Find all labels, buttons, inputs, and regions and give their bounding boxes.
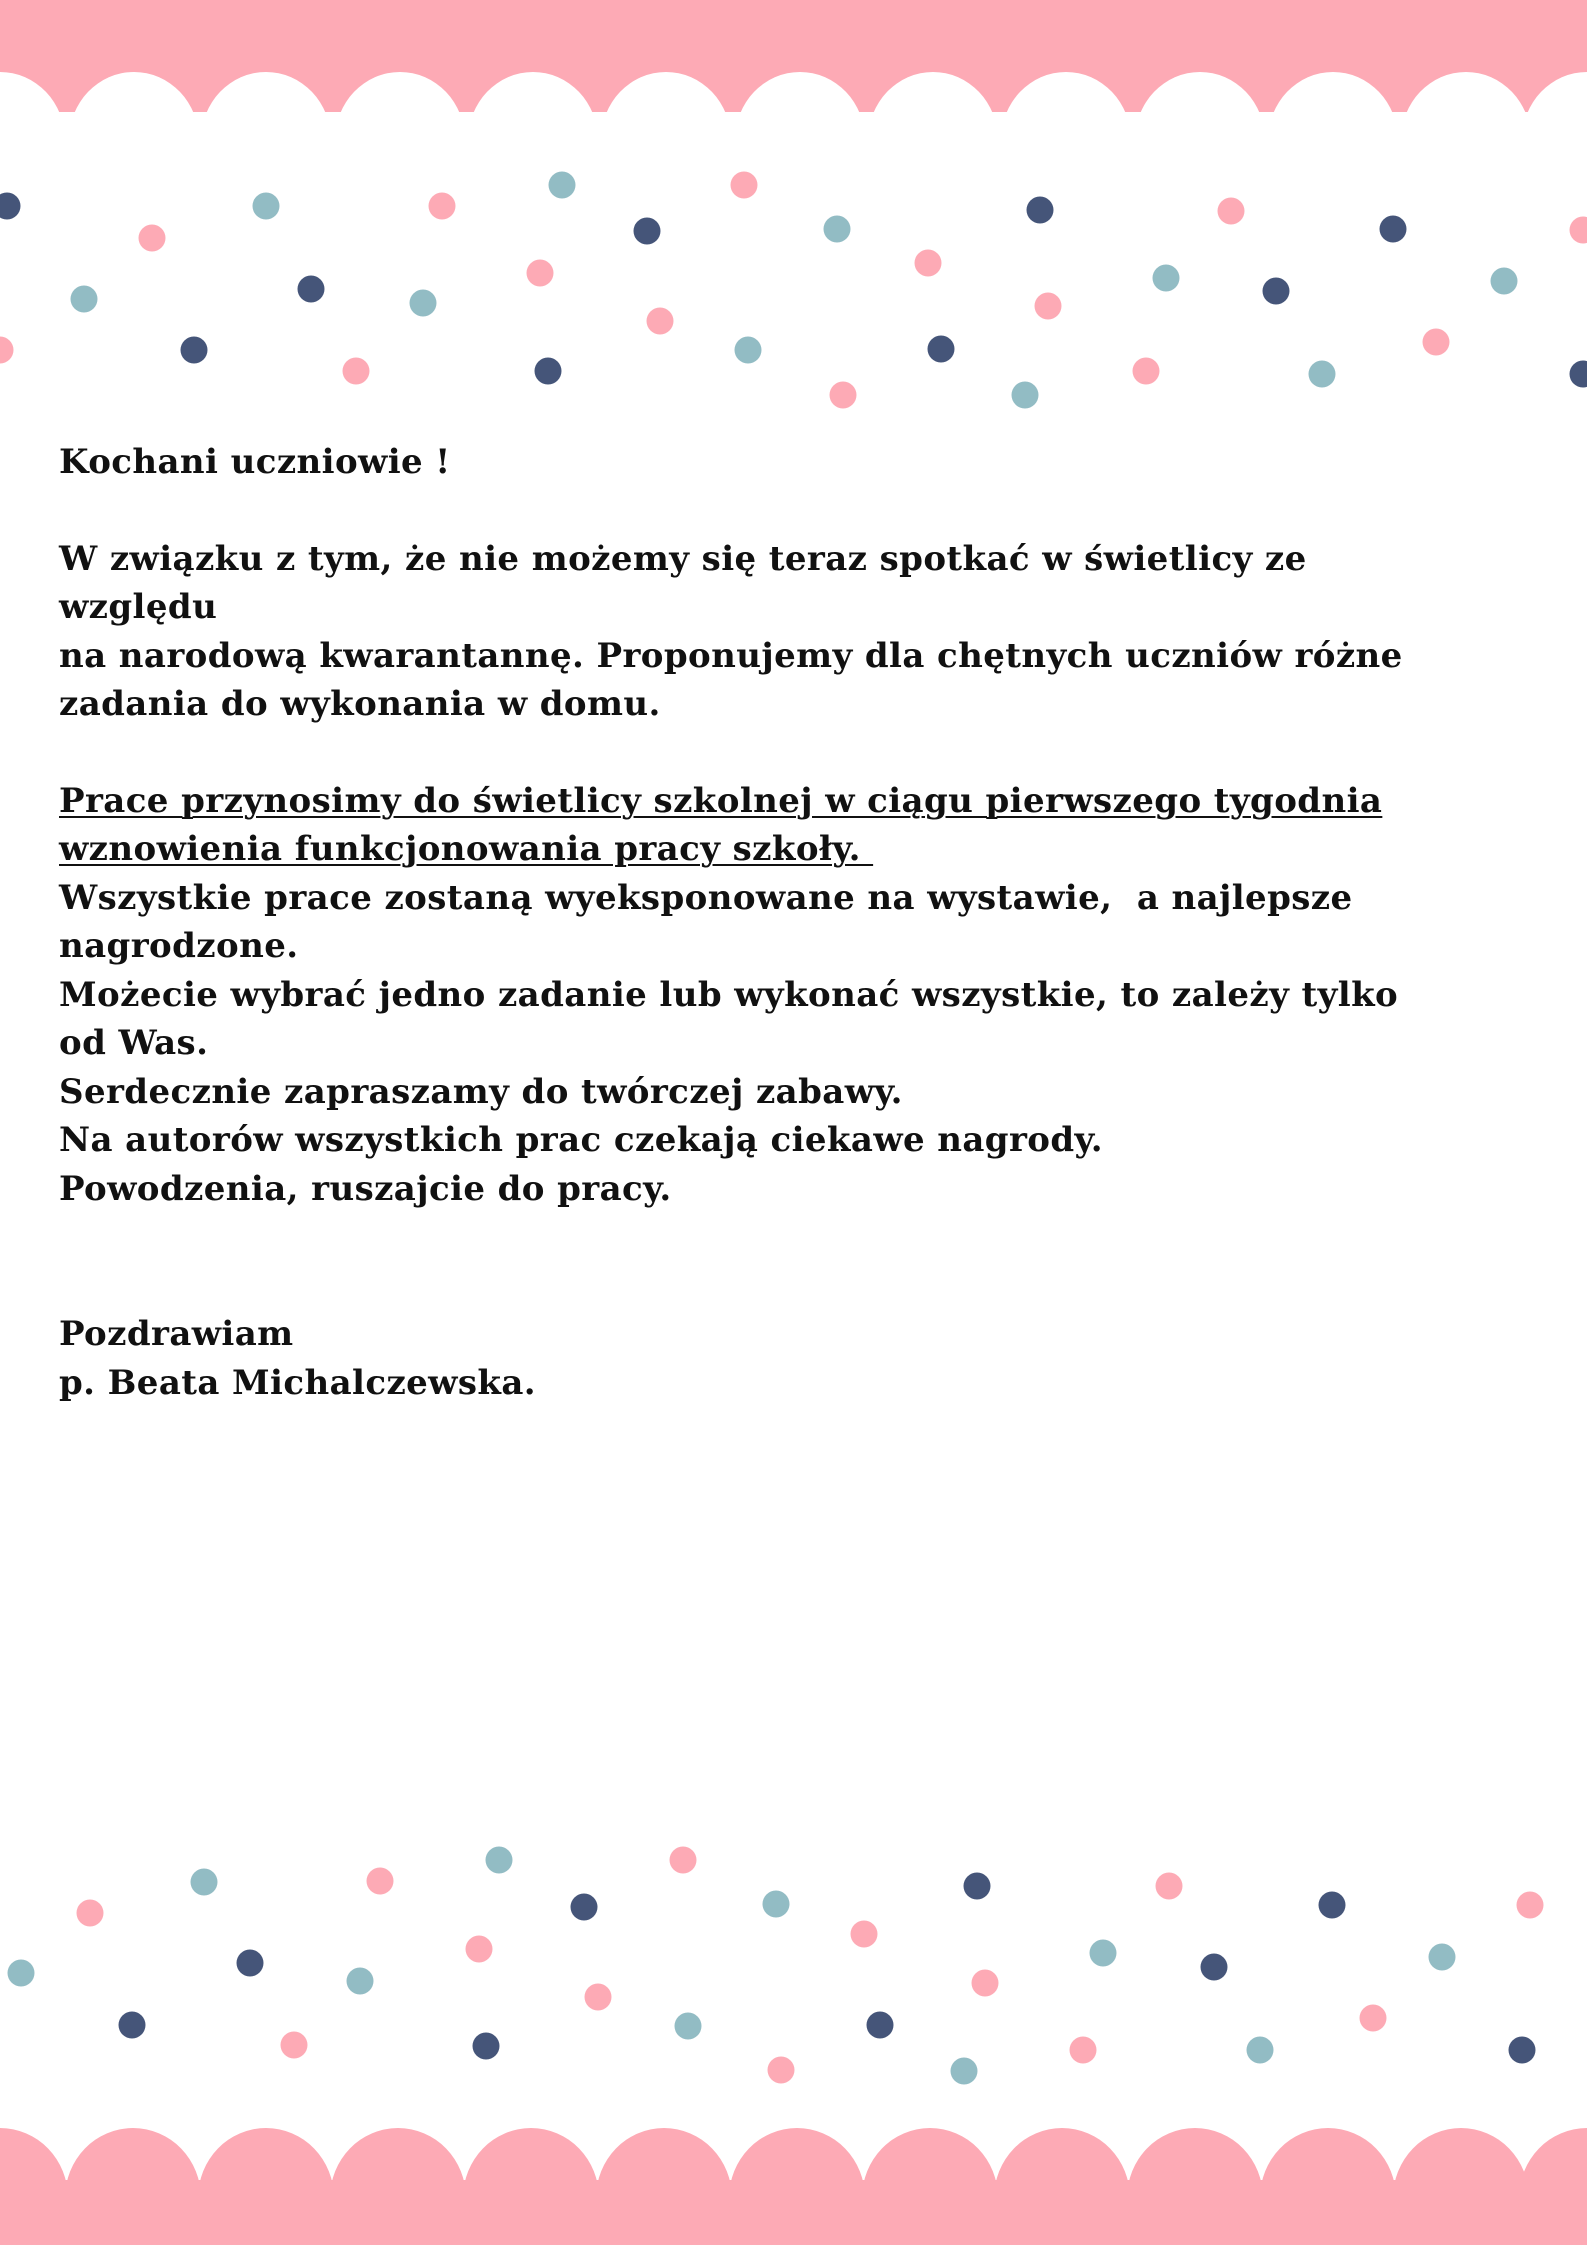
- intro-line: zadania do wykonania w domu.: [59, 684, 661, 724]
- polka-dot: [830, 382, 857, 409]
- polka-dot: [191, 1869, 218, 1896]
- body-line: nagrodzone.: [59, 926, 299, 966]
- body-line: Serdecznie zapraszamy do twórczej zabawy.: [59, 1071, 903, 1112]
- deadline-line: wznowienia funkcjonowania pracy szkoły.: [59, 829, 874, 869]
- polka-dot: [549, 172, 576, 199]
- polka-dot: [1517, 1892, 1544, 1919]
- polka-dot: [343, 358, 370, 385]
- polka-dot: [237, 1950, 264, 1977]
- polka-dot: [527, 260, 554, 287]
- polka-dot: [298, 276, 325, 303]
- scallop-bump: [330, 2128, 466, 2245]
- polka-dot: [1218, 198, 1245, 225]
- scallop-bump: [729, 2128, 865, 2245]
- polka-dot: [951, 2058, 978, 2085]
- scallop-bump: [1260, 2128, 1396, 2245]
- polka-dot: [77, 1900, 104, 1927]
- deadline-line: Prace przynosimy do świetlicy szkolnej w ciągu pierwszego tygodnia: [59, 780, 1383, 821]
- polka-dot: [1263, 278, 1290, 305]
- polka-dot: [119, 2012, 146, 2039]
- polka-dot: [964, 1873, 991, 1900]
- polka-dot: [281, 2032, 308, 2059]
- scallop-bump: [994, 2128, 1130, 2245]
- polka-dot: [670, 1847, 697, 1874]
- polka-dot: [535, 358, 562, 385]
- scallop-bump: [463, 2128, 599, 2245]
- greeting: Kochani uczniowie !: [59, 442, 451, 482]
- scallop-bump: [596, 2128, 732, 2245]
- polka-dot: [347, 1968, 374, 1995]
- polka-dot: [634, 218, 661, 245]
- scallop-bump: [65, 2128, 201, 2245]
- polka-dot: [824, 216, 851, 243]
- polka-dot: [763, 1891, 790, 1918]
- polka-dot: [1070, 2037, 1097, 2064]
- closing: Pozdrawiam: [59, 1314, 294, 1354]
- polka-dot: [1423, 329, 1450, 356]
- polka-dot: [1201, 1954, 1228, 1981]
- polka-dot: [429, 193, 456, 220]
- polka-dot: [647, 308, 674, 335]
- polka-dot: [1090, 1940, 1117, 1967]
- polka-dot: [410, 290, 437, 317]
- polka-dot: [1309, 361, 1336, 388]
- polka-dot: [1570, 217, 1587, 244]
- polka-dot: [486, 1847, 513, 1874]
- polka-dot: [851, 1921, 878, 1948]
- polka-dot: [972, 1970, 999, 1997]
- body-line: Wszystkie prace zostaną wyeksponowane na wystawie, a najlepsze: [59, 877, 1353, 918]
- intro-line: na narodową kwarantannę. Proponujemy dla chętnych uczniów różne: [59, 635, 1403, 676]
- body-line: od Was.: [59, 1023, 209, 1063]
- polka-dot: [768, 2057, 795, 2084]
- body-line: Na autorów wszystkich prac czekają ciekawe nagrody.: [59, 1120, 1104, 1160]
- polka-dot: [1429, 1944, 1456, 1971]
- scallop-bump: [0, 2128, 68, 2245]
- polka-dot: [675, 2013, 702, 2040]
- letter-body: [59, 438, 1459, 1407]
- polka-dot: [71, 286, 98, 313]
- scallop-bump: [862, 2128, 998, 2245]
- polka-dot: [1570, 361, 1587, 388]
- polka-dot: [8, 1960, 35, 1987]
- polka-dot: [1380, 216, 1407, 243]
- signature: p. Beata Michalczewska.: [59, 1362, 537, 1403]
- intro-line: W związku z tym, że nie możemy się teraz spotkać w świetlicy ze względu: [59, 538, 1307, 627]
- polka-dot: [473, 2033, 500, 2060]
- polka-dot: [1247, 2037, 1274, 2064]
- bottom-scalloped-border: [0, 2125, 1587, 2245]
- polka-dot: [1509, 2037, 1536, 2064]
- bottom-polka-dots: [0, 1840, 1587, 2085]
- polka-dot: [1133, 358, 1160, 385]
- polka-dot: [928, 336, 955, 363]
- body-line: Powodzenia, ruszajcie do pracy.: [59, 1168, 672, 1209]
- polka-dot: [466, 1936, 493, 1963]
- top-polka-dots: [0, 165, 1587, 425]
- scallop-bump: [1393, 2128, 1529, 2245]
- polka-dot: [1360, 2005, 1387, 2032]
- polka-dot: [1491, 268, 1518, 295]
- polka-dot: [1153, 265, 1180, 292]
- polka-dot: [0, 193, 21, 220]
- polka-dot: [571, 1894, 598, 1921]
- body-line: Możecie wybrać jedno zadanie lub wykonać wszystkie, to zależy tylko: [59, 974, 1399, 1015]
- polka-dot: [867, 2012, 894, 2039]
- top-scalloped-border: [0, 0, 1587, 115]
- scallop-bump: [1519, 2128, 1587, 2245]
- polka-dot: [1035, 293, 1062, 320]
- polka-dot: [585, 1984, 612, 2011]
- polka-dot: [915, 250, 942, 277]
- polka-dot: [1319, 1892, 1346, 1919]
- polka-dot: [139, 225, 166, 252]
- polka-dot: [367, 1868, 394, 1895]
- scallop-bump: [198, 2128, 334, 2245]
- polka-dot: [0, 337, 14, 364]
- polka-dot: [1027, 197, 1054, 224]
- polka-dot: [253, 193, 280, 220]
- polka-dot: [735, 337, 762, 364]
- polka-dot: [1012, 382, 1039, 409]
- scallop-bump: [1127, 2128, 1263, 2245]
- polka-dot: [731, 172, 758, 199]
- polka-dot: [181, 337, 208, 364]
- polka-dot: [1156, 1873, 1183, 1900]
